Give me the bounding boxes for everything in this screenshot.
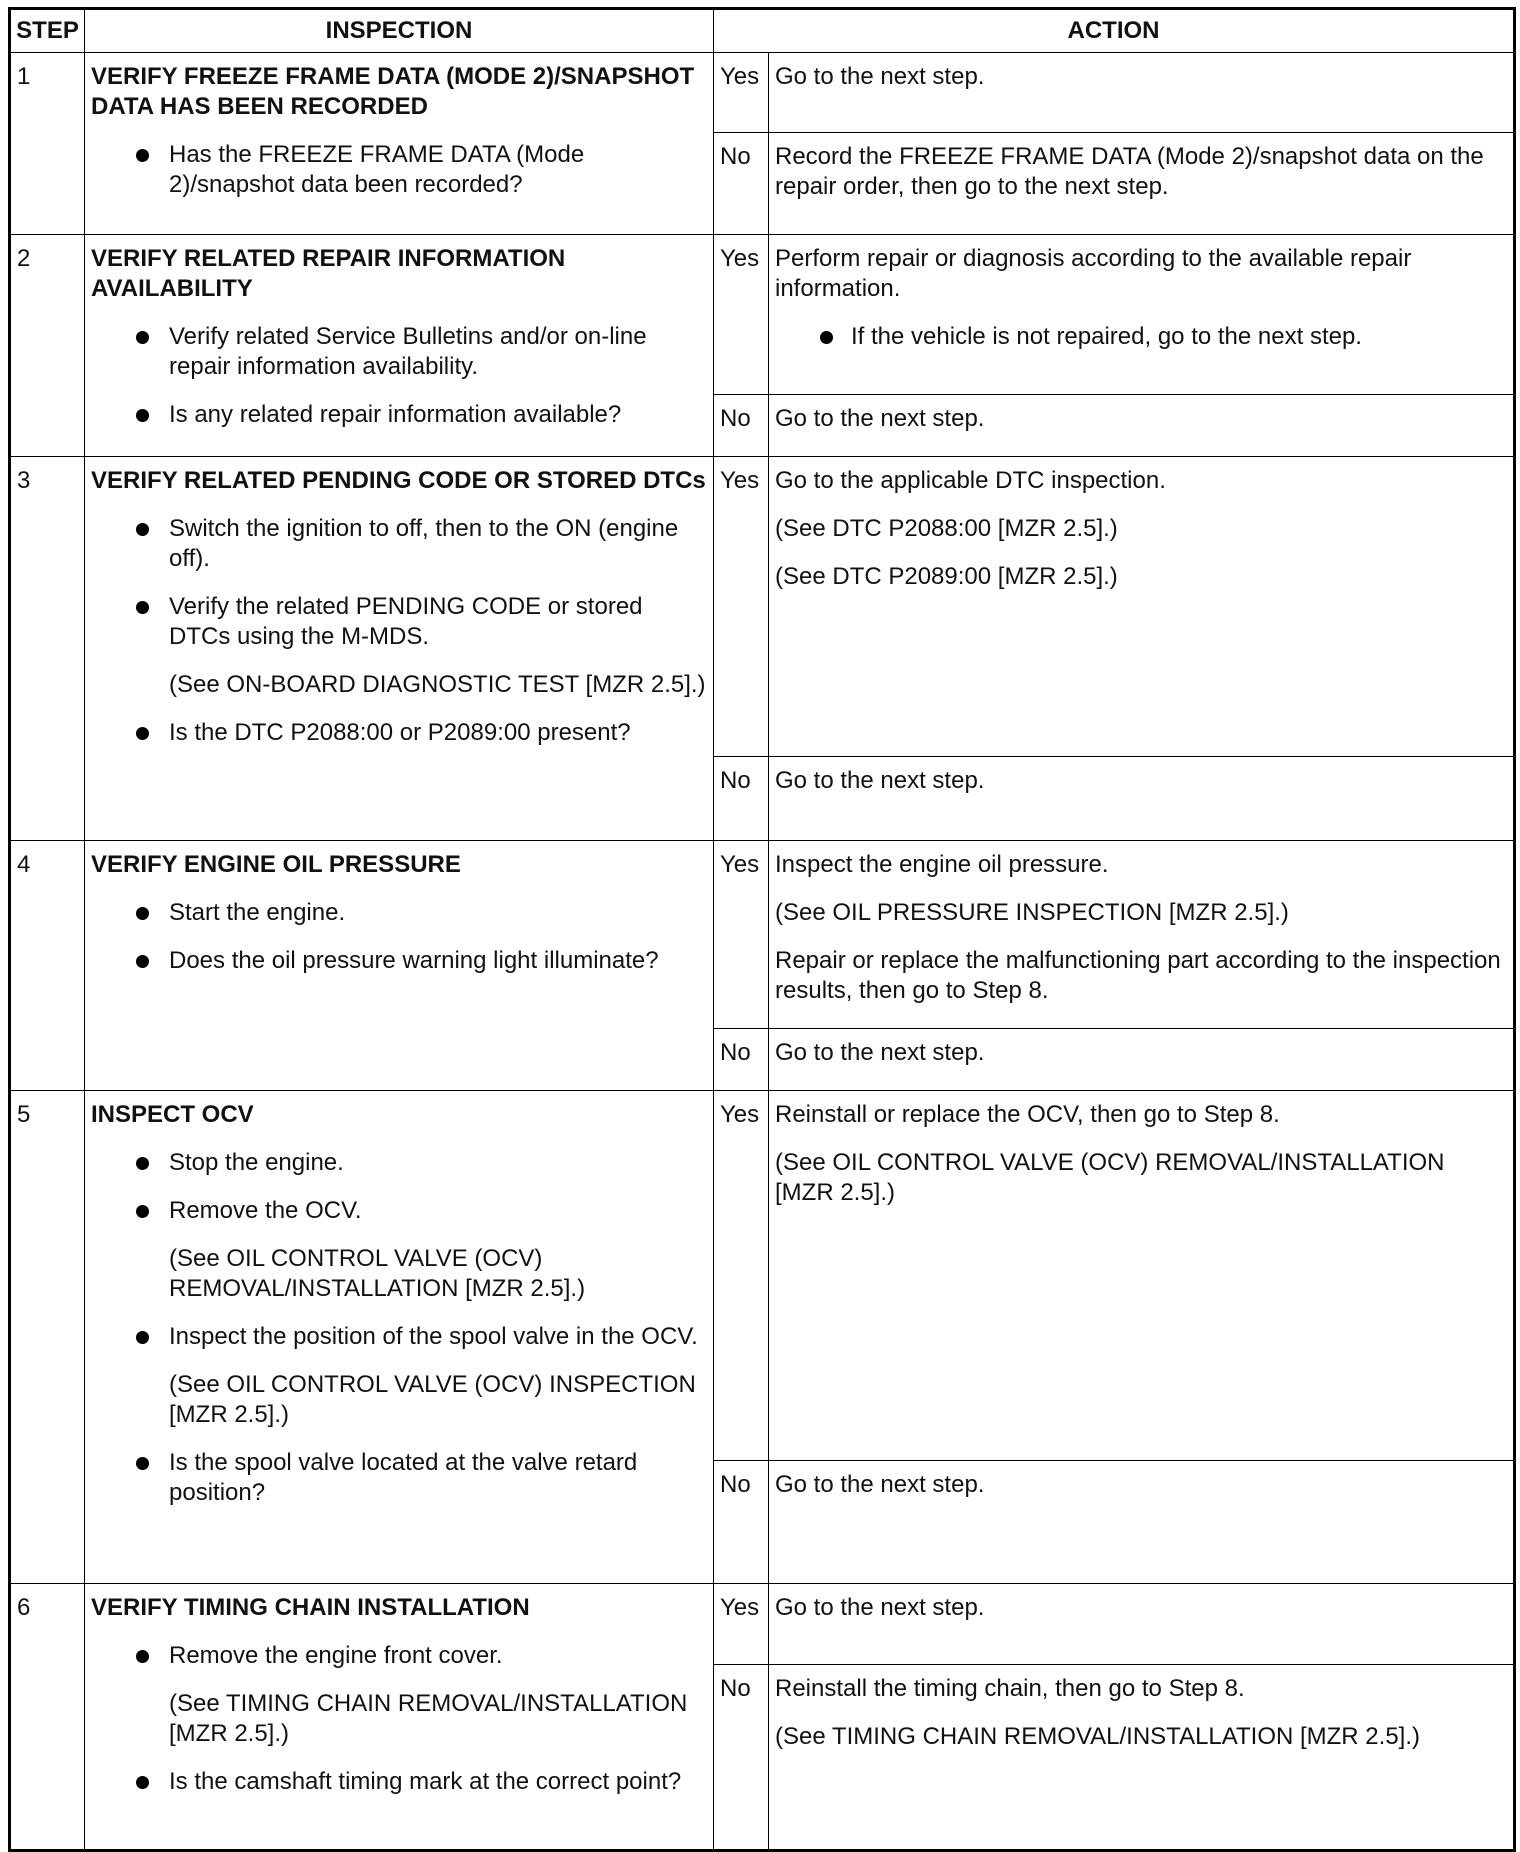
item-note: (See ON-BOARD DIAGNOSTIC TEST [MZR 2.5].) [169, 671, 706, 698]
action-text: Record the FREEZE FRAME DATA (Mode 2)/snapshot data on the repair order, then go to the next step. [775, 143, 1484, 200]
step-number: 4 [10, 841, 85, 1091]
inspection-cell [85, 53, 714, 235]
inspection-item [91, 592, 707, 700]
inspection-item: Has the FREEZE FRAME DATA (Mode 2)/snapshot data been recorded? [91, 140, 707, 200]
inspection-item [91, 1196, 707, 1304]
step-number: 5 [10, 1091, 85, 1584]
action-text: Go to the next step. [775, 1471, 985, 1498]
no-label: No [714, 1029, 769, 1091]
no-action [769, 1665, 1515, 1851]
action-text: Go to the next step. [775, 63, 985, 90]
action-text: Reinstall or replace the OCV, then go to Step 8. [775, 1101, 1280, 1128]
action-text: Go to the applicable DTC inspection. [775, 467, 1166, 494]
diagnostic-table [8, 7, 1516, 1852]
inspection-cell [85, 841, 714, 1091]
yes-label: Yes [714, 841, 769, 1029]
table-row [10, 1584, 1515, 1665]
no-label: No [714, 133, 769, 235]
action-reference: (See TIMING CHAIN REMOVAL/INSTALLATION [MZR 2.5].) [775, 1723, 1420, 1750]
inspection-item: Verify related Service Bulletins and/or on-line repair information availability. [91, 322, 707, 382]
table-row [10, 841, 1515, 1029]
action-reference: (See DTC P2088:00 [MZR 2.5].) [775, 515, 1118, 542]
inspection-item [91, 1641, 707, 1749]
action-header: ACTION [714, 9, 1515, 53]
yes-label: Yes [714, 235, 769, 395]
yes-action [769, 53, 1515, 133]
action-reference: (See DTC P2089:00 [MZR 2.5].) [775, 563, 1118, 590]
step-number: 2 [10, 235, 85, 457]
no-label: No [714, 1461, 769, 1584]
action-text: Go to the next step. [775, 405, 985, 432]
no-action [769, 133, 1515, 235]
inspection-item: Stop the engine. [91, 1148, 707, 1178]
action-text: Go to the next step. [775, 1594, 985, 1621]
inspection-cell [85, 1091, 714, 1584]
item-text: Verify the related PENDING CODE or stored DTCs using the M-MDS. [169, 593, 643, 650]
inspection-cell [85, 1584, 714, 1851]
yes-action [769, 1584, 1515, 1665]
item-note: (See TIMING CHAIN REMOVAL/INSTALLATION [MZR 2.5].) [169, 1690, 688, 1747]
inspection-item: Is the camshaft timing mark at the correct point? [91, 1767, 707, 1797]
yes-label: Yes [714, 1091, 769, 1461]
inspection-item [91, 1322, 707, 1430]
inspection-item: Switch the ignition to off, then to the ON (engine off). [91, 514, 707, 574]
action-text: Perform repair or diagnosis according to the available repair information. [775, 245, 1412, 302]
step-title: VERIFY ENGINE OIL PRESSURE [91, 851, 461, 878]
table-row [10, 235, 1515, 395]
inspection-cell [85, 457, 714, 841]
action-text: Go to the next step. [775, 767, 985, 794]
item-text: Inspect the position of the spool valve in the OCV. [169, 1323, 698, 1350]
no-action [769, 395, 1515, 457]
header-row [10, 9, 1515, 53]
no-action [769, 1029, 1515, 1091]
inspection-cell [85, 235, 714, 457]
action-text: Go to the next step. [775, 1039, 985, 1066]
yes-action [769, 1091, 1515, 1461]
step-title: VERIFY RELATED PENDING CODE OR STORED DTCs [91, 467, 706, 494]
action-reference: (See OIL CONTROL VALVE (OCV) REMOVAL/INSTALLATION [MZR 2.5].) [775, 1149, 1445, 1206]
inspection-item: Is the spool valve located at the valve retard position? [91, 1448, 707, 1508]
no-label: No [714, 757, 769, 841]
item-text: Remove the OCV. [169, 1197, 362, 1224]
action-reference: (See OIL PRESSURE INSPECTION [MZR 2.5].) [775, 899, 1289, 926]
inspection-item: Start the engine. [91, 898, 707, 928]
step-number: 6 [10, 1584, 85, 1851]
action-bullet: If the vehicle is not repaired, go to the next step. [775, 322, 1507, 352]
item-note: (See OIL CONTROL VALVE (OCV) REMOVAL/INSTALLATION [MZR 2.5].) [169, 1245, 586, 1302]
item-note: (See OIL CONTROL VALVE (OCV) INSPECTION [MZR 2.5].) [169, 1371, 696, 1428]
yes-action [769, 841, 1515, 1029]
step-number: 1 [10, 53, 85, 235]
yes-label: Yes [714, 457, 769, 757]
table-row [10, 53, 1515, 133]
yes-label: Yes [714, 53, 769, 133]
inspection-item: Does the oil pressure warning light illuminate? [91, 946, 707, 976]
no-label: No [714, 395, 769, 457]
step-title: VERIFY FREEZE FRAME DATA (MODE 2)/SNAPSHOT DATA HAS BEEN RECORDED [91, 63, 695, 120]
action-text: Repair or replace the malfunctioning part according to the inspection results, then go to Step 8. [775, 947, 1501, 1004]
yes-action [769, 457, 1515, 757]
step-title: VERIFY TIMING CHAIN INSTALLATION [91, 1594, 530, 1621]
action-text: Inspect the engine oil pressure. [775, 851, 1109, 878]
action-text: Reinstall the timing chain, then go to Step 8. [775, 1675, 1245, 1702]
step-title: VERIFY RELATED REPAIR INFORMATION AVAILABILITY [91, 245, 566, 302]
no-action [769, 757, 1515, 841]
yes-action [769, 235, 1515, 395]
table-row [10, 457, 1515, 757]
item-text: Remove the engine front cover. [169, 1642, 503, 1669]
no-action [769, 1461, 1515, 1584]
inspection-item: Is any related repair information available? [91, 400, 707, 430]
step-title: INSPECT OCV [91, 1101, 254, 1128]
inspection-header: INSPECTION [85, 9, 714, 53]
inspection-item: Is the DTC P2088:00 or P2089:00 present? [91, 718, 707, 748]
step-header: STEP [10, 9, 85, 53]
no-label: No [714, 1665, 769, 1851]
yes-label: Yes [714, 1584, 769, 1665]
step-number: 3 [10, 457, 85, 841]
table-row [10, 1091, 1515, 1461]
